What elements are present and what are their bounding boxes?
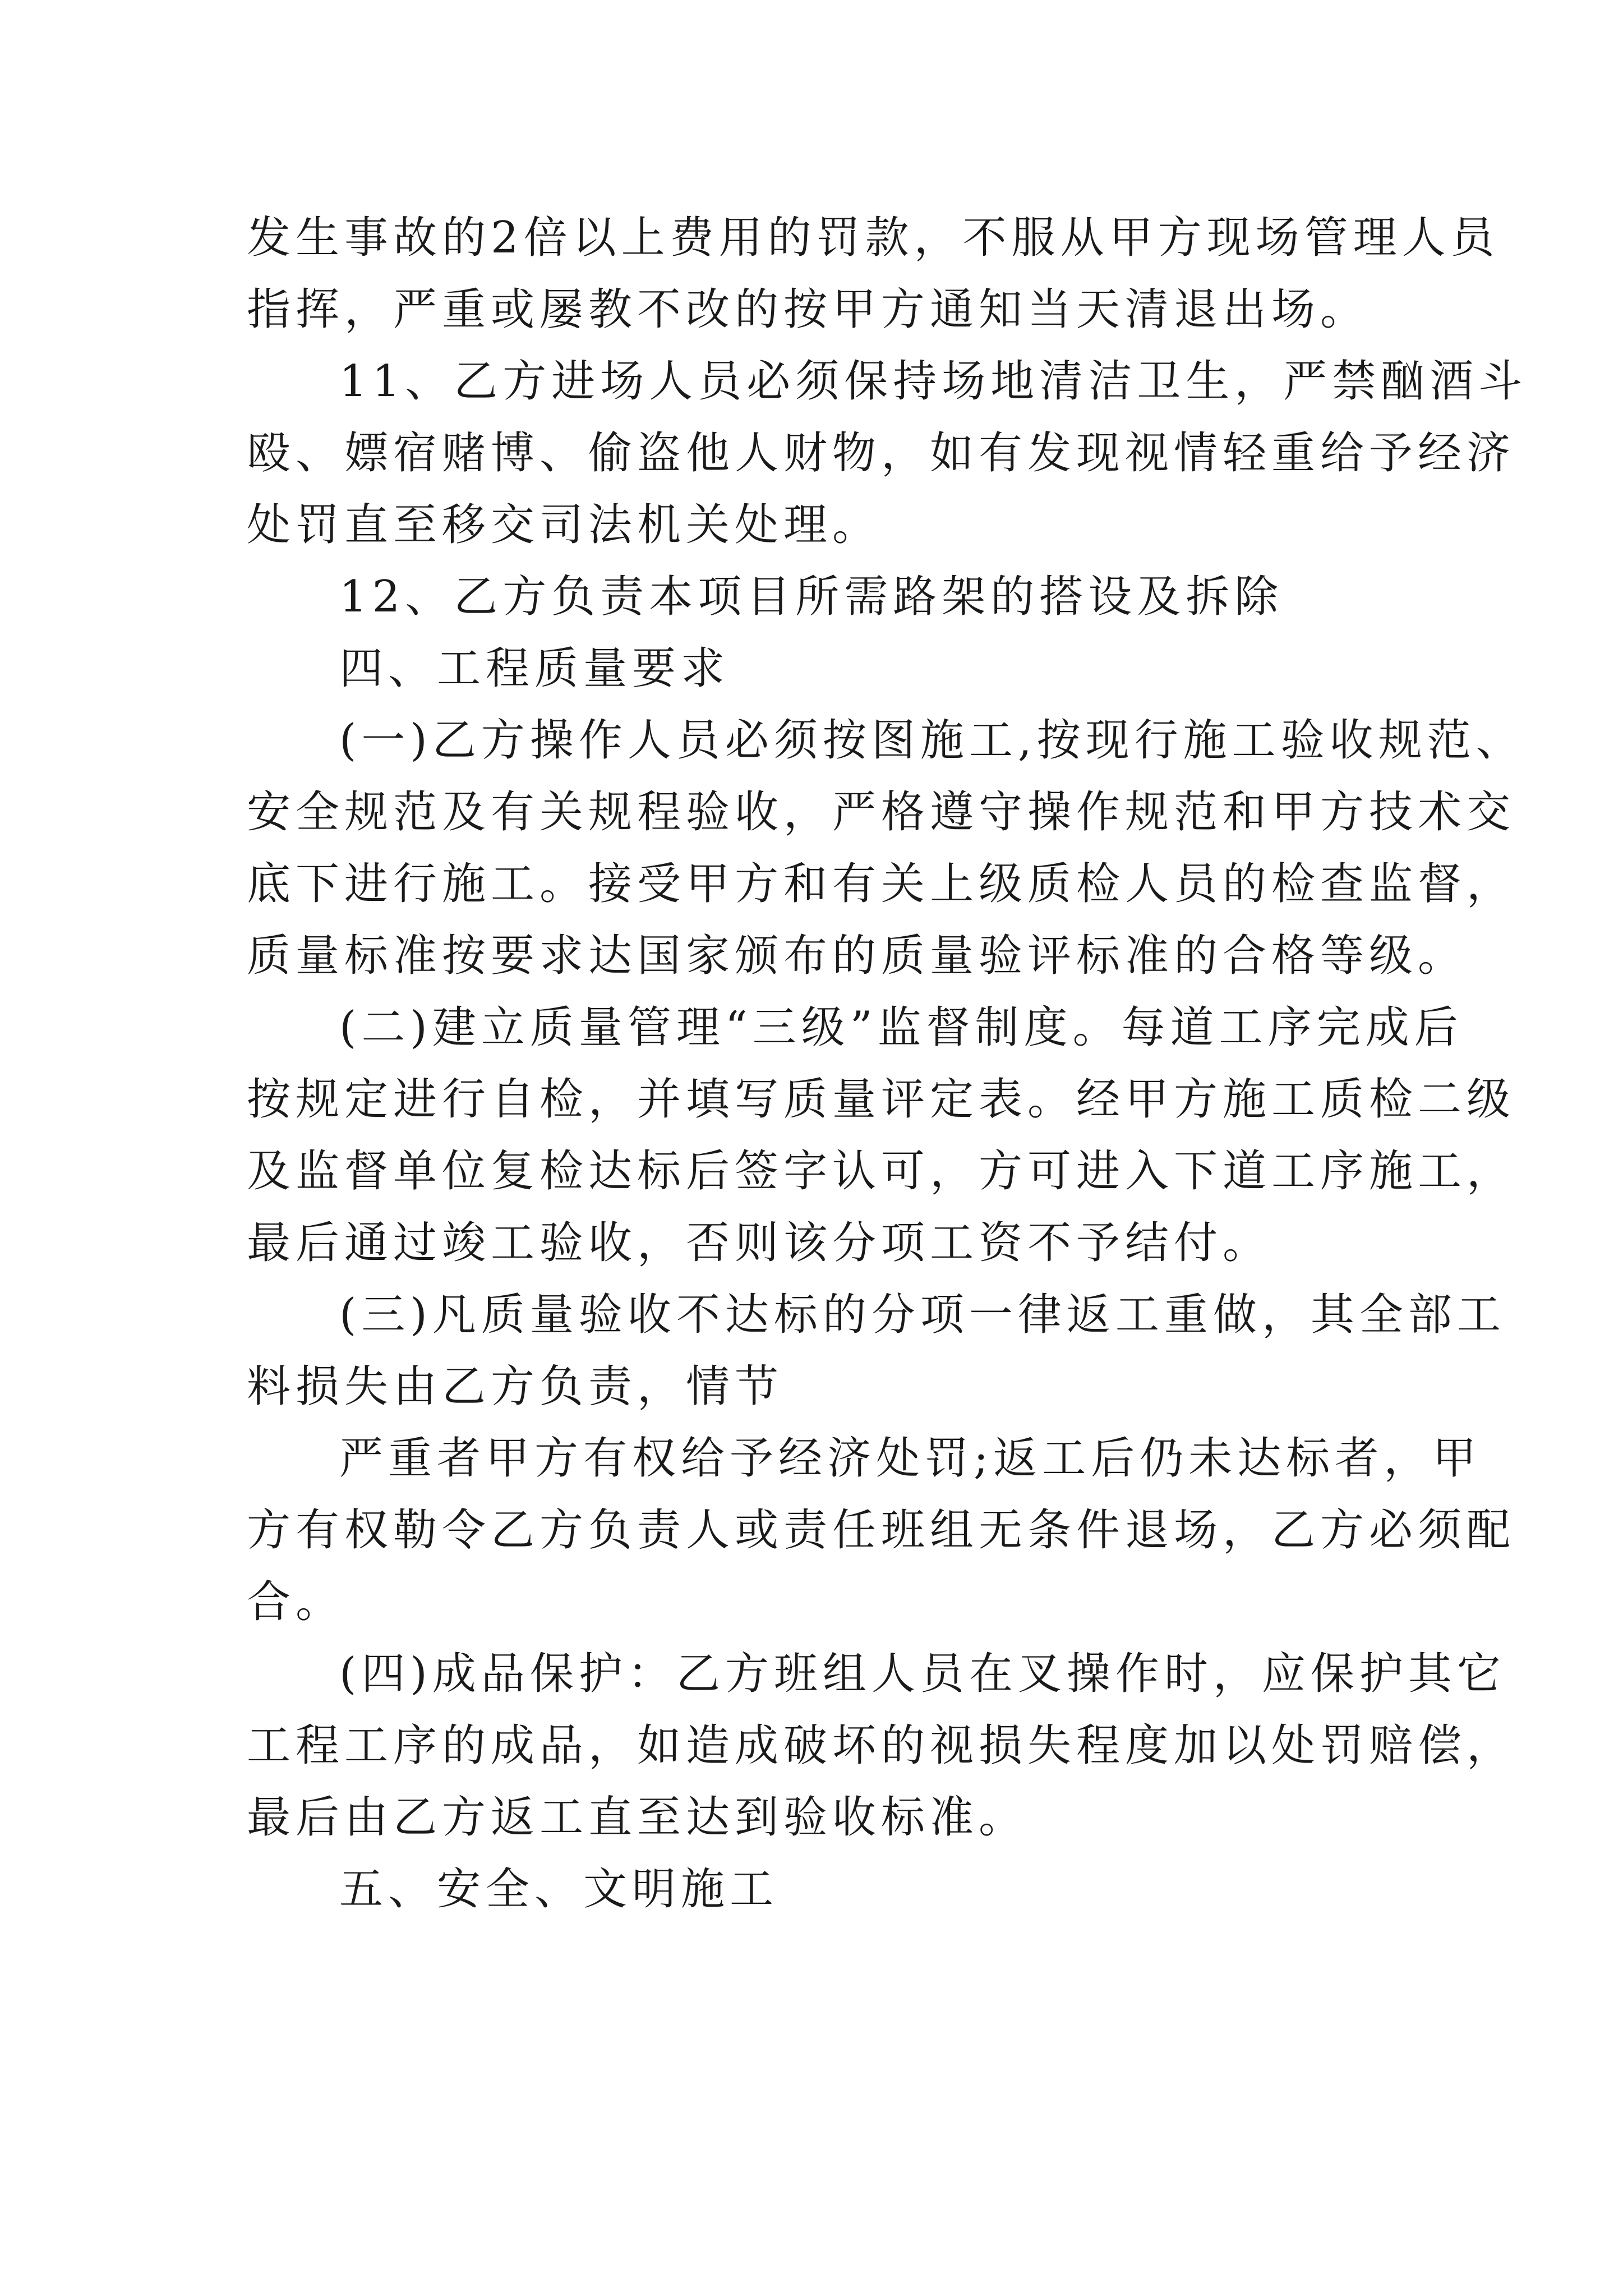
text-line: 方有权勒令乙方负责人或责任班组无条件退场，乙方必须配	[247, 1505, 1516, 1556]
text-line: 严重者甲方有权给予经济处罚;返工后仍未达标者，甲	[339, 1433, 1482, 1484]
text-line: 最后由乙方返工直至达到验收标准。	[247, 1792, 1028, 1843]
text-line: (四)成品保护：乙方班组人员在叉操作时，应保护其它	[339, 1649, 1506, 1699]
text-line: 质量标准按要求达国家颁布的质量验评标准的合格等级。	[247, 931, 1467, 981]
section-heading: 五、安全、文明施工	[339, 1864, 779, 1915]
text-line: 处罚直至移交司法机关处理。	[247, 500, 882, 550]
text-line: (三)凡质量验收不达标的分项一律返工重做，其全部工	[339, 1290, 1506, 1340]
text-line: 安全规范及有关规程验收，严格遵守操作规范和甲方技术交	[247, 787, 1516, 838]
section-heading: 四、工程质量要求	[339, 643, 730, 694]
text-line: 按规定进行自检，并填写质量评定表。经甲方施工质检二级	[247, 1074, 1516, 1125]
text-line: 底下进行施工。接受甲方和有关上级质检人员的检查监督，	[247, 859, 1516, 909]
text-line: (一)乙方操作人员必须按图施工,按现行施工验收规范、	[339, 715, 1525, 766]
document-body	[247, 202, 1528, 1925]
text-line: 料损失由乙方负责，情节	[247, 1361, 784, 1412]
text-line: 合。	[247, 1577, 345, 1627]
text-line: 及监督单位复检达标后签字认可，方可进入下道工序施工，	[247, 1146, 1516, 1197]
text-line: 12、乙方负责本项目所需路架的搭设及拆除	[339, 572, 1284, 622]
text-line: 11、乙方进场人员必须保持场地清洁卫生，严禁酗酒斗	[339, 356, 1528, 407]
text-line: 工程工序的成品，如造成破坏的视损失程度加以处罚赔偿，	[247, 1720, 1516, 1771]
text-line: 指挥，严重或屡教不改的按甲方通知当天清退出场。	[247, 284, 1370, 335]
text-line: 最后通过竣工验收，否则该分项工资不予结付。	[247, 1218, 1272, 1268]
text-line: 发生事故的2倍以上费用的罚款，不服从甲方现场管理人员	[247, 213, 1500, 263]
text-line: 殴、嫖宿赌博、偷盗他人财物，如有发现视情轻重给予经济	[247, 428, 1516, 478]
text-line: (二)建立质量管理“三级”监督制度。每道工序完成后	[339, 1002, 1463, 1053]
